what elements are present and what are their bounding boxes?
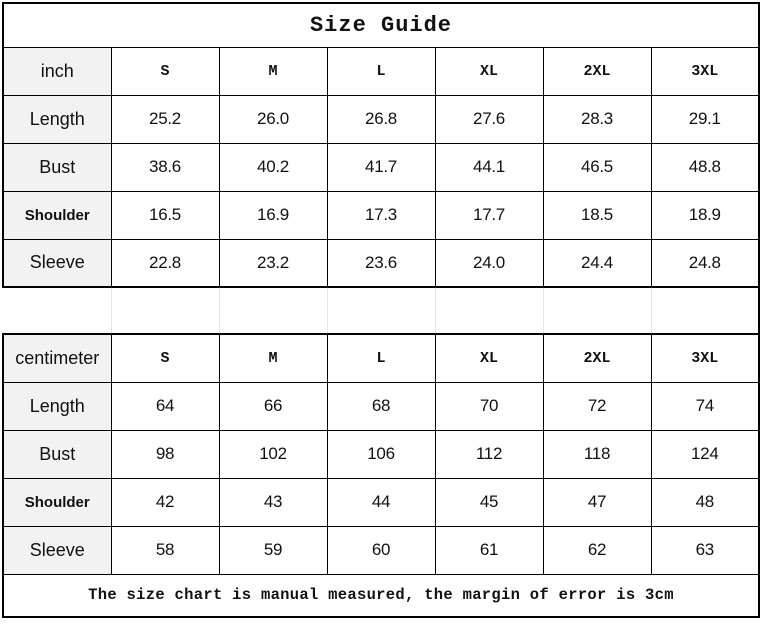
value-cell: 70: [435, 382, 543, 430]
footer-note: The size chart is manual measured, the margin of error is 3cm: [3, 574, 759, 617]
value-cell: 40.2: [219, 143, 327, 191]
value-cell: 45: [435, 478, 543, 526]
size-header-cell: XL: [435, 47, 543, 95]
size-header-cell: S: [111, 47, 219, 95]
size-guide-table: [2, 2, 760, 618]
value-cell: 61: [435, 526, 543, 574]
value-cell: 44: [327, 478, 435, 526]
value-cell: 106: [327, 430, 435, 478]
value-cell: 124: [651, 430, 759, 478]
row-label: Length: [3, 95, 111, 143]
table-row: [3, 382, 759, 430]
size-header-cell: L: [327, 334, 435, 382]
row-label: Sleeve: [3, 239, 111, 287]
value-cell: 44.1: [435, 143, 543, 191]
value-cell: 42: [111, 478, 219, 526]
value-cell: 74: [651, 382, 759, 430]
value-cell: 43: [219, 478, 327, 526]
spacer-cell: [327, 287, 435, 334]
size-header-cell: S: [111, 334, 219, 382]
value-cell: 98: [111, 430, 219, 478]
table-row: [3, 143, 759, 191]
unit-header-row-centimeter: [3, 334, 759, 382]
footer-row: [3, 574, 759, 617]
value-cell: 28.3: [543, 95, 651, 143]
spacer-cell: [219, 287, 327, 334]
value-cell: 16.5: [111, 191, 219, 239]
unit-header-row-inch: [3, 47, 759, 95]
unit-header: centimeter: [3, 334, 111, 382]
table-row: [3, 526, 759, 574]
value-cell: 17.3: [327, 191, 435, 239]
value-cell: 38.6: [111, 143, 219, 191]
value-cell: 27.6: [435, 95, 543, 143]
value-cell: 58: [111, 526, 219, 574]
value-cell: 118: [543, 430, 651, 478]
value-cell: 68: [327, 382, 435, 430]
row-label: Bust: [3, 430, 111, 478]
size-header-cell: M: [219, 47, 327, 95]
row-label: Sleeve: [3, 526, 111, 574]
spacer-cell: [651, 287, 759, 334]
row-label: Bust: [3, 143, 111, 191]
value-cell: 63: [651, 526, 759, 574]
title-row: [3, 3, 759, 47]
value-cell: 66: [219, 382, 327, 430]
value-cell: 29.1: [651, 95, 759, 143]
spacer-cell: [111, 287, 219, 334]
unit-header: inch: [3, 47, 111, 95]
value-cell: 26.8: [327, 95, 435, 143]
size-header-cell: M: [219, 334, 327, 382]
value-cell: 102: [219, 430, 327, 478]
size-header-cell: L: [327, 47, 435, 95]
table-row: [3, 239, 759, 287]
size-header-cell: 2XL: [543, 334, 651, 382]
table-row: [3, 430, 759, 478]
value-cell: 46.5: [543, 143, 651, 191]
value-cell: 72: [543, 382, 651, 430]
value-cell: 112: [435, 430, 543, 478]
value-cell: 26.0: [219, 95, 327, 143]
value-cell: 48.8: [651, 143, 759, 191]
size-header-cell: 2XL: [543, 47, 651, 95]
row-label: Shoulder: [3, 191, 111, 239]
value-cell: 41.7: [327, 143, 435, 191]
spacer-cell: [3, 287, 111, 334]
size-header-cell: 3XL: [651, 47, 759, 95]
row-label: Shoulder: [3, 478, 111, 526]
table-row: [3, 478, 759, 526]
value-cell: 59: [219, 526, 327, 574]
value-cell: 62: [543, 526, 651, 574]
value-cell: 18.9: [651, 191, 759, 239]
value-cell: 48: [651, 478, 759, 526]
value-cell: 47: [543, 478, 651, 526]
value-cell: 17.7: [435, 191, 543, 239]
value-cell: 24.4: [543, 239, 651, 287]
table-row: [3, 95, 759, 143]
value-cell: 23.6: [327, 239, 435, 287]
row-label: Length: [3, 382, 111, 430]
page-title: Size Guide: [3, 3, 759, 47]
size-header-cell: 3XL: [651, 334, 759, 382]
value-cell: 60: [327, 526, 435, 574]
value-cell: 25.2: [111, 95, 219, 143]
value-cell: 64: [111, 382, 219, 430]
value-cell: 24.8: [651, 239, 759, 287]
spacer-row: [3, 287, 759, 334]
spacer-cell: [543, 287, 651, 334]
table-row: [3, 191, 759, 239]
size-header-cell: XL: [435, 334, 543, 382]
value-cell: 24.0: [435, 239, 543, 287]
value-cell: 23.2: [219, 239, 327, 287]
value-cell: 16.9: [219, 191, 327, 239]
size-guide-body: [3, 3, 759, 617]
value-cell: 22.8: [111, 239, 219, 287]
value-cell: 18.5: [543, 191, 651, 239]
spacer-cell: [435, 287, 543, 334]
